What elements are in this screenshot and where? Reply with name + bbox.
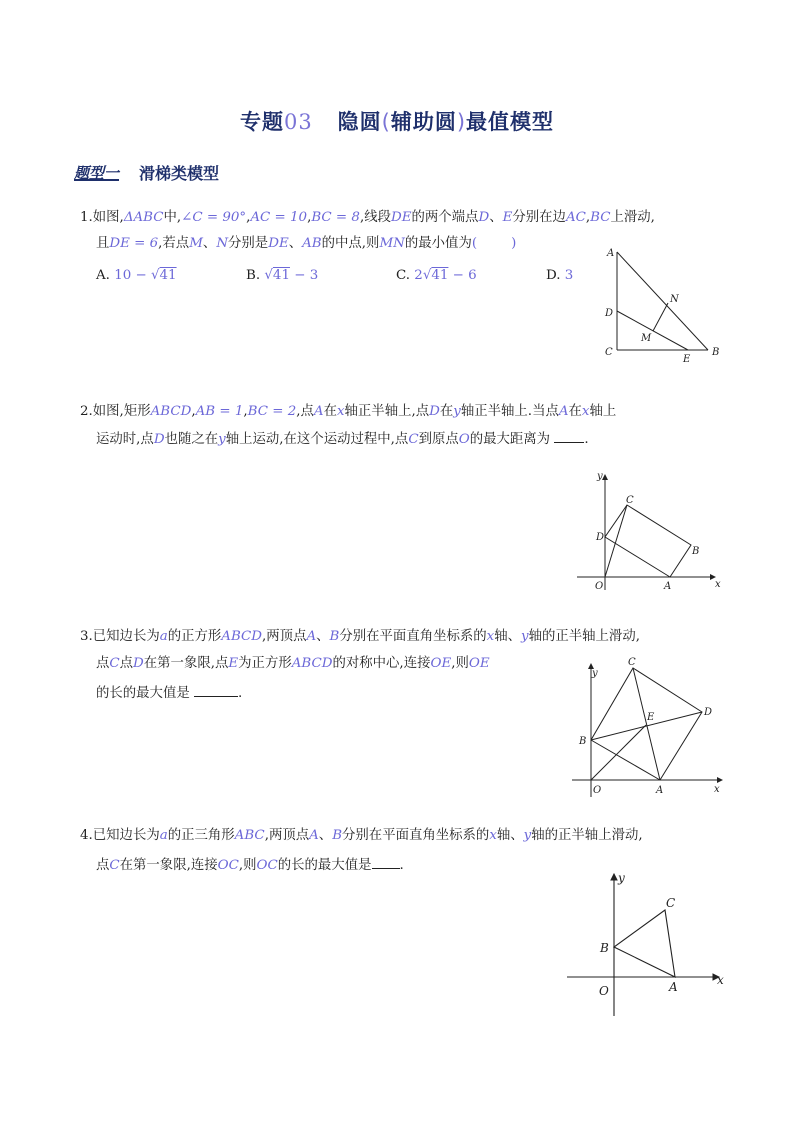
q2-answer-blank[interactable] <box>554 428 584 443</box>
q4-math-oc: OC <box>256 858 278 873</box>
q4-math-a: A <box>309 828 319 843</box>
q1-text: 、 <box>202 236 217 251</box>
label-y: y <box>592 668 598 679</box>
q4-math-abc: ABC <box>234 828 265 843</box>
q1-text: 上滑动, <box>610 210 655 225</box>
q4-text: . <box>399 858 404 873</box>
q1-text: 如图, <box>92 210 124 225</box>
q1-text: 分别是 <box>228 236 269 251</box>
q1-text: 且 <box>96 236 110 251</box>
q4-math-y: y <box>523 828 532 843</box>
q4-line-1 <box>80 826 643 846</box>
q4-text: ,两顶点 <box>264 828 310 843</box>
q1-option-math: 10 − <box>114 268 151 283</box>
label-n: N <box>670 294 679 305</box>
q2-line-1 <box>80 402 616 422</box>
q3-text: 已知边长为 <box>92 629 160 644</box>
label-a: A <box>607 248 615 259</box>
q3-math-abcd: ABCD <box>221 629 263 644</box>
q1-option-math: 41 <box>431 268 449 283</box>
label-c: C <box>666 896 676 910</box>
q1-math-mn: MN <box>379 236 405 251</box>
section-title: 滑梯类模型 <box>139 163 220 183</box>
q2-text: 的最大距离为 <box>469 432 551 447</box>
q3-text: . <box>238 686 243 701</box>
q1-text: 、 <box>288 236 303 251</box>
label-b: B <box>692 546 700 557</box>
q4-text: 点 <box>96 858 110 873</box>
label-x: x <box>715 579 721 590</box>
title-sub: 辅助圆 <box>390 110 457 134</box>
q2-text: 如图,矩形 <box>92 404 151 419</box>
title-paren-open: ( <box>381 110 391 134</box>
q1-option-math: 41 <box>159 268 177 283</box>
q1-math-d: D <box>478 210 490 225</box>
q2-math-y: y <box>218 432 226 447</box>
q3-text: 的正方形 <box>167 629 222 644</box>
q2-math-x: x <box>581 404 590 419</box>
q4-text: 轴、 <box>496 828 524 843</box>
q4-text: ,则 <box>238 858 257 873</box>
q2-figure <box>575 465 735 595</box>
q2-number: 2. <box>80 404 93 419</box>
q2-math-bc: BC = 2 <box>247 404 297 419</box>
triangle-abc <box>614 910 675 977</box>
label-o: O <box>595 581 604 592</box>
q1-math-ab: AB <box>302 236 322 251</box>
q1-math-ac: AC = 10 <box>250 210 308 225</box>
q1-option-math: 41 <box>272 268 290 283</box>
q3-math-d: D <box>133 656 144 671</box>
q1-math-abc: ΔABC <box>123 210 164 225</box>
q1-answer-paren: ( ) <box>471 236 517 251</box>
label-x: x <box>717 973 724 987</box>
q3-math-a: a <box>159 629 168 644</box>
title-tail: 最值模型 <box>466 110 555 134</box>
q3-line-2 <box>96 654 490 674</box>
q3-text: 轴、 <box>494 629 522 644</box>
sqrt-sign: √ <box>422 268 432 283</box>
q2-math-abcd: ABCD <box>150 404 192 419</box>
label-d: D <box>596 532 605 543</box>
section-badge: 题型一 <box>74 163 120 182</box>
label-y: y <box>618 871 625 885</box>
label-b: B <box>579 736 587 747</box>
q3-text: 的长的最大值是 <box>96 686 190 701</box>
rectangle-abcd <box>605 505 691 577</box>
q1-text: ,线段 <box>359 210 391 225</box>
label-c: C <box>628 657 636 668</box>
q4-math-x: x <box>489 828 497 843</box>
q1-option-math: 2 <box>414 268 423 283</box>
q3-figure <box>570 652 730 800</box>
sqrt-sign: √ <box>264 268 273 283</box>
q1-text: 、 <box>489 210 503 225</box>
label-o: O <box>599 984 609 998</box>
q2-math-d: D <box>429 404 440 419</box>
q3-text: 在第一象限,点 <box>143 656 229 671</box>
q2-text: 也随之在 <box>164 432 219 447</box>
q3-math-oe: OE <box>468 656 490 671</box>
q3-text: 点 <box>96 656 110 671</box>
q1-text: 的中点,则 <box>321 236 380 251</box>
q4-text: 已知边长为 <box>92 828 160 843</box>
q4-text: 、 <box>318 828 333 843</box>
label-b: B <box>600 941 609 955</box>
q1-option-label: D. <box>546 268 561 283</box>
q3-math-oe: OE <box>430 656 452 671</box>
q3-math-x: x <box>486 629 495 644</box>
q2-math-d: D <box>153 432 165 447</box>
q4-math-a: a <box>159 828 168 843</box>
q1-option-math: 3 <box>564 268 574 283</box>
q1-figure <box>598 240 728 368</box>
label-e: E <box>683 354 691 365</box>
q4-text: 轴的正半轴上滑动, <box>531 828 643 843</box>
q1-text: 中, <box>163 210 182 225</box>
q3-math-b: B <box>329 629 340 644</box>
label-c: C <box>605 347 613 358</box>
q1-option-label: A. <box>96 268 110 283</box>
q4-text: 的正三角形 <box>167 828 235 843</box>
q1-line-1 <box>80 208 655 228</box>
title-main: 隐圆 <box>337 110 382 134</box>
q3-line-1 <box>80 627 640 647</box>
sqrt-sign: √ <box>150 268 160 283</box>
q3-math-abcd: ABCD <box>291 656 333 671</box>
label-y: y <box>597 471 603 482</box>
q2-text: 在 <box>323 404 337 419</box>
segment-mn <box>653 303 668 331</box>
label-a: A <box>656 785 664 796</box>
q3-math-c: C <box>109 656 120 671</box>
q3-math-y: y <box>521 629 529 644</box>
q2-math-ab: AB = 1 <box>195 404 244 419</box>
segment-ab <box>617 252 708 350</box>
label-o: O <box>593 785 602 796</box>
q1-text: ,若点 <box>158 236 190 251</box>
q1-text: 分别在边 <box>512 210 566 225</box>
q4-text: 的长的最大值是 <box>277 858 372 873</box>
q1-text: , <box>246 210 251 225</box>
q2-text: 轴上 <box>589 404 617 419</box>
label-c: C <box>626 495 634 506</box>
q4-math-c: C <box>109 858 120 873</box>
q2-math-o: O <box>458 432 470 447</box>
q2-math-c: C <box>408 432 419 447</box>
q1-line-2 <box>96 234 516 254</box>
q3-text: 为正方形 <box>238 656 292 671</box>
q1-math-bc: BC <box>590 210 611 225</box>
page-title <box>0 106 794 136</box>
q3-text: ,两顶点 <box>262 629 307 644</box>
label-a: A <box>669 980 678 994</box>
q2-text: 在 <box>439 404 454 419</box>
q1-number: 1. <box>80 210 93 225</box>
q3-text: ,则 <box>451 656 469 671</box>
q4-text: 分别在平面直角坐标系的 <box>342 828 490 843</box>
q4-answer-blank[interactable] <box>372 854 400 869</box>
q1-option-label: C. <box>396 268 411 283</box>
q1-text: 的两个端点 <box>411 210 479 225</box>
q1-math-ac: AC <box>565 210 586 225</box>
title-prefix: 专题 <box>239 110 284 134</box>
q4-line-2 <box>96 854 404 876</box>
q1-math-de-length: DE = 6 <box>109 236 159 251</box>
q2-text: , <box>243 404 248 419</box>
q2-text: 运动时,点 <box>96 432 154 447</box>
label-e: E <box>647 712 655 723</box>
q2-text: , <box>191 404 196 419</box>
q1-math-e: E <box>502 210 513 225</box>
segment-oc <box>605 505 627 577</box>
q3-text: 的对称中心,连接 <box>332 656 431 671</box>
label-a: A <box>664 581 672 592</box>
q3-math-a: A <box>306 629 317 644</box>
q2-math-a: A <box>313 404 324 419</box>
q1-text: 的最小值为 <box>404 236 472 251</box>
q1-text: , <box>585 210 591 225</box>
q1-option-c[interactable] <box>396 266 477 286</box>
q1-math-m: M <box>189 236 203 251</box>
title-number: 03 <box>283 110 313 134</box>
q4-math-b: B <box>332 828 343 843</box>
q1-option-label: B. <box>246 268 261 283</box>
q2-text: 在 <box>568 404 582 419</box>
q1-option-math: − 6 <box>448 268 477 283</box>
q2-text: . <box>584 432 589 447</box>
label-b: B <box>712 347 720 358</box>
q2-text: 到原点 <box>418 432 459 447</box>
q2-text: 轴正半轴上,点 <box>344 404 430 419</box>
q3-text: 、 <box>316 629 330 644</box>
section-header <box>74 160 219 184</box>
q2-math-a: A <box>558 404 569 419</box>
label-x: x <box>714 784 720 795</box>
q1-math-angle: ∠C = 90° <box>181 210 247 225</box>
q2-math-x: x <box>336 404 345 419</box>
title-paren-close: ) <box>456 110 467 134</box>
q1-option-math: − 3 <box>289 268 319 283</box>
q4-math-oc: OC <box>217 858 239 873</box>
q4-text: 在第一象限,连接 <box>119 858 218 873</box>
q1-math-bc: BC = 8 <box>311 210 360 225</box>
q3-text: 点 <box>119 656 134 671</box>
q1-math-de: DE <box>390 210 412 225</box>
q3-number: 3. <box>80 629 93 644</box>
label-m: M <box>641 333 652 344</box>
q1-option-b[interactable] <box>246 266 318 286</box>
q2-line-2 <box>96 428 589 450</box>
q4-number: 4. <box>80 828 93 843</box>
q2-text: ,点 <box>296 404 314 419</box>
q1-text: , <box>307 210 312 225</box>
q3-text: 分别在平面直角坐标系的 <box>339 629 487 644</box>
q2-text: 轴上运动,在这个运动过程中,点 <box>225 432 409 447</box>
q3-math-e: E <box>228 656 239 671</box>
q3-line-3 <box>96 682 242 704</box>
q2-text: 轴正半轴上.当点 <box>460 404 559 419</box>
q1-math-de: DE <box>268 236 289 251</box>
q3-answer-blank[interactable] <box>194 682 238 697</box>
q1-option-d[interactable] <box>546 266 573 286</box>
label-d: D <box>605 308 614 319</box>
label-d: D <box>704 707 713 718</box>
q2-math-y: y <box>453 404 461 419</box>
q1-math-n: N <box>216 236 229 251</box>
q3-text: 轴的正半轴上滑动, <box>528 629 640 644</box>
q4-figure <box>565 868 735 1018</box>
q1-option-a[interactable] <box>96 266 177 286</box>
